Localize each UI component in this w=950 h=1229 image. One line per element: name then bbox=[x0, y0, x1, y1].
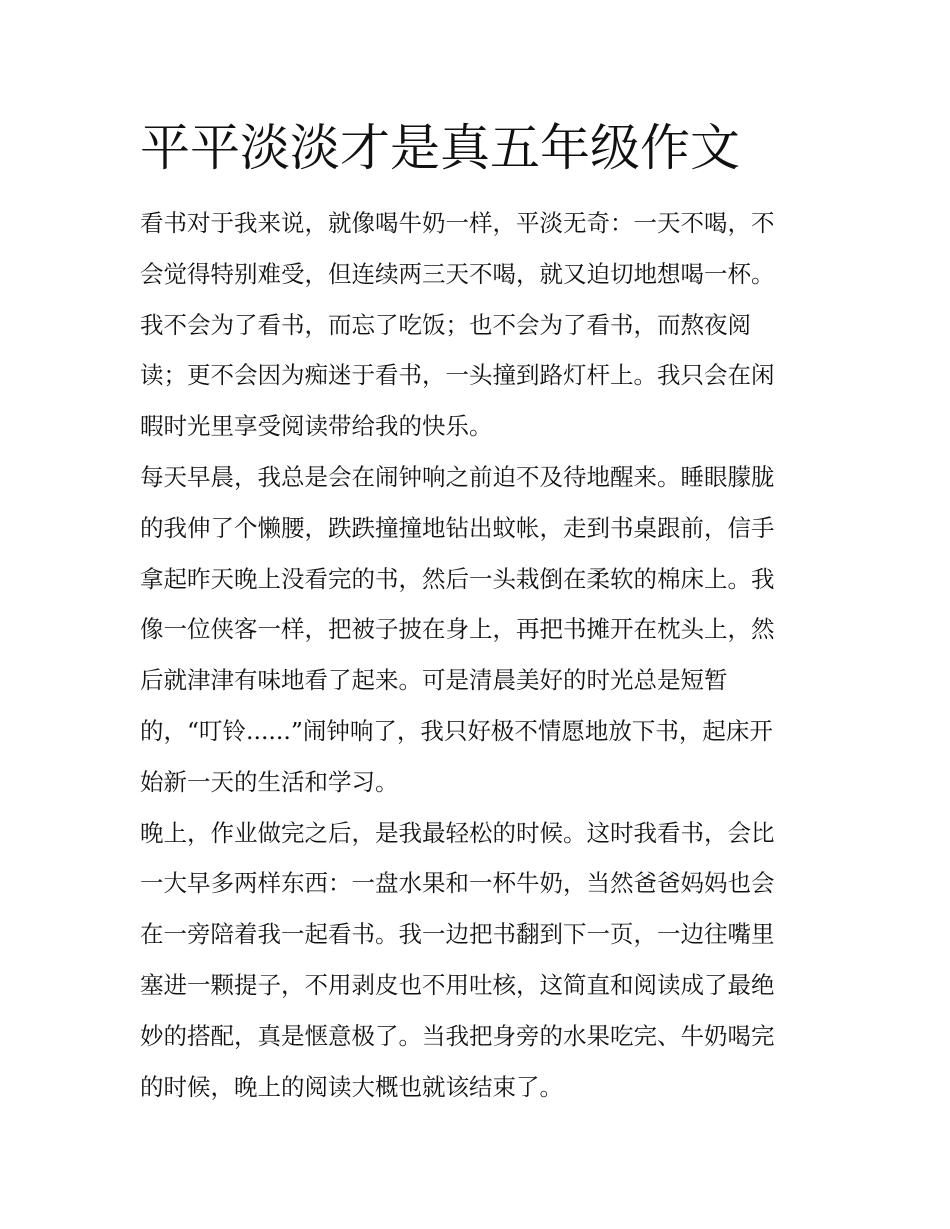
paragraph-3 bbox=[140, 808, 820, 1113]
paragraph-1 bbox=[140, 198, 820, 452]
text-line: 每天早晨，我总是会在闹钟响之前迫不及待地醒来。睡眼朦胧 bbox=[140, 462, 775, 491]
text-line: 的，“叮铃......”闹钟响了，我只好极不情愿地放下书，起床开 bbox=[140, 716, 773, 745]
essay-body bbox=[140, 198, 820, 1112]
text-line: 像一位侠客一样，把被子披在身上，再把书摊开在枕头上，然 bbox=[140, 615, 775, 644]
page-title: 平平淡淡才是真五年级作文 bbox=[140, 119, 740, 177]
text-line: 在一旁陪着我一起看书。我一边把书翻到下一页，一边往嘴里 bbox=[140, 920, 775, 949]
text-line: 一大早多两样东西：一盘水果和一杯牛奶，当然爸爸妈妈也会 bbox=[140, 869, 775, 898]
text-line: 的时候，晚上的阅读大概也就该结束了。 bbox=[140, 1072, 563, 1101]
text-line: 我不会为了看书，而忘了吃饭；也不会为了看书，而熬夜阅 bbox=[140, 310, 751, 339]
text-line: 看书对于我来说，就像喝牛奶一样，平淡无奇：一天不喝，不 bbox=[140, 209, 775, 237]
text-line: 塞进一颗提子，不用剥皮也不用吐核，这简直和阅读成了最绝 bbox=[140, 970, 775, 999]
text-line: 后就津津有味地看了起来。可是清晨美好的时光总是短暂 bbox=[140, 666, 728, 695]
text-line: 会觉得特别难受，但连续两三天不喝，就又迫切地想喝一杯。 bbox=[140, 259, 775, 288]
paragraph-2 bbox=[140, 452, 820, 808]
text-line: 暇时光里享受阅读带给我的快乐。 bbox=[140, 412, 493, 441]
text-line: 读；更不会因为痴迷于看书，一头撞到路灯杆上。我只会在闲 bbox=[140, 361, 775, 390]
text-line: 的我伸了个懒腰，跌跌撞撞地钻出蚊帐，走到书桌跟前，信手 bbox=[140, 513, 775, 542]
text-line: 始新一天的生活和学习。 bbox=[140, 767, 399, 796]
text-line: 拿起昨天晚上没看完的书，然后一头栽倒在柔软的棉床上。我 bbox=[140, 564, 775, 593]
text-line: 晚上，作业做完之后，是我最轻松的时候。这时我看书，会比 bbox=[140, 818, 775, 847]
text-line: 妙的搭配，真是惬意极了。当我把身旁的水果吃完、牛奶喝完 bbox=[140, 1021, 775, 1050]
